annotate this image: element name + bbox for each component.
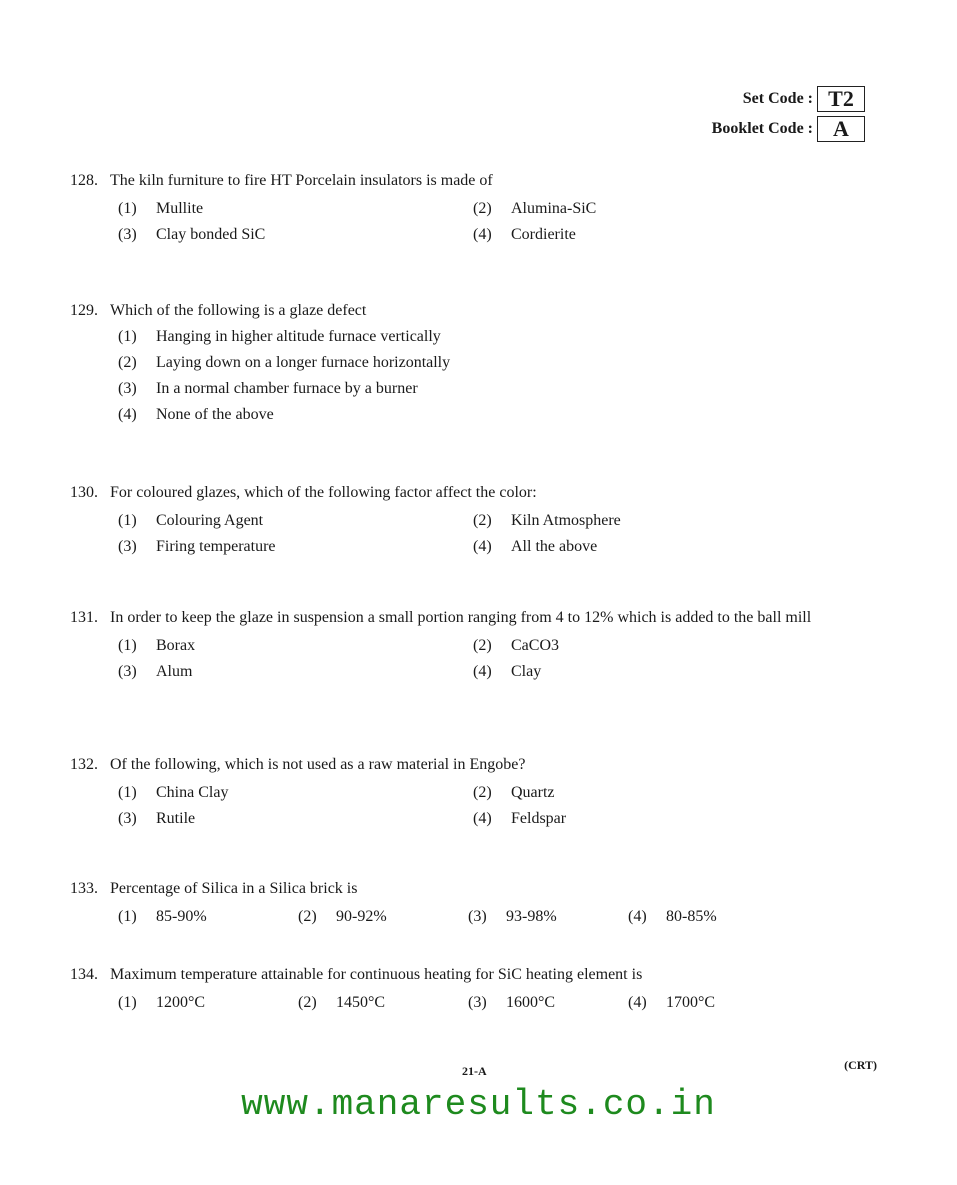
option-text: China Clay	[156, 784, 229, 801]
option	[118, 226, 473, 244]
option	[118, 994, 298, 1012]
option-number: (3)	[118, 226, 137, 243]
option-text: Quartz	[511, 784, 555, 801]
option-number: (3)	[118, 810, 137, 827]
option-number: (3)	[118, 538, 137, 555]
option-text: 93-98%	[506, 908, 557, 925]
option-number: (2)	[473, 784, 492, 801]
option-number: (4)	[628, 908, 647, 925]
page-number: 21-A	[462, 1064, 487, 1078]
option-number: (2)	[473, 512, 492, 529]
watermark-url: www.manaresults.co.in	[241, 1084, 716, 1125]
option-text: Laying down on a longer furnace horizontally	[156, 354, 451, 371]
option-number: (2)	[298, 994, 317, 1011]
option	[118, 406, 890, 424]
option-text: Hanging in higher altitude furnace vertically	[156, 328, 441, 345]
footer-code: (CRT)	[844, 1058, 877, 1072]
option	[118, 200, 473, 218]
question-text: Percentage of Silica in a Silica brick is	[110, 880, 358, 897]
option-number: (2)	[298, 908, 317, 925]
option-text: 1450°C	[336, 994, 386, 1011]
option-number: (2)	[473, 637, 492, 654]
option-number: (3)	[468, 994, 487, 1011]
option	[118, 380, 890, 398]
option-text: 1700°C	[666, 994, 716, 1011]
booklet-code-box: A	[817, 116, 865, 142]
option-text: 90-92%	[336, 908, 387, 925]
option	[473, 200, 873, 218]
option-text: Cordierite	[511, 226, 576, 243]
option-number: (3)	[118, 663, 137, 680]
set-code-box: T2	[817, 86, 865, 112]
option-text: Rutile	[156, 810, 196, 827]
option-number: (1)	[118, 784, 137, 801]
option	[298, 994, 468, 1012]
option-text: All the above	[511, 538, 598, 555]
option	[118, 810, 473, 828]
option-number: (2)	[118, 354, 137, 371]
option-text: Clay	[511, 663, 542, 680]
option-text: 80-85%	[666, 908, 717, 925]
question-132	[70, 756, 890, 828]
option	[118, 637, 473, 655]
option-number: (4)	[473, 538, 492, 555]
option-text: Alum	[156, 663, 193, 680]
option	[118, 663, 473, 681]
option	[468, 908, 628, 926]
option-number: (1)	[118, 908, 137, 925]
option-number: (4)	[473, 810, 492, 827]
code-block	[712, 84, 865, 144]
option-text: CaCO3	[511, 637, 559, 654]
option	[118, 354, 890, 372]
question-134	[70, 966, 890, 1012]
question-number: 133.	[70, 880, 98, 897]
option-text: 1200°C	[156, 994, 206, 1011]
option	[118, 538, 473, 556]
question-text: For coloured glazes, which of the following factor affect the color:	[110, 484, 537, 501]
option-number: (1)	[118, 512, 137, 529]
option-number: (4)	[473, 663, 492, 680]
option-text: Clay bonded SiC	[156, 226, 266, 243]
question-text: In order to keep the glaze in suspension a small portion ranging from 4 to 12% which is added to the ball mill	[110, 609, 812, 626]
option-text: Kiln Atmosphere	[511, 512, 621, 529]
question-130	[70, 484, 890, 556]
question-128	[70, 172, 890, 244]
option-number: (4)	[473, 226, 492, 243]
option	[628, 908, 788, 926]
question-text: Of the following, which is not used as a raw material in Engobe?	[110, 756, 526, 773]
option	[473, 512, 873, 530]
option-number: (3)	[118, 380, 137, 397]
option-text: Colouring Agent	[156, 512, 264, 529]
question-131	[70, 609, 890, 681]
option	[473, 810, 873, 828]
option-text: Feldspar	[511, 810, 567, 827]
option	[473, 663, 873, 681]
question-number: 134.	[70, 966, 98, 983]
option	[468, 994, 628, 1012]
question-number: 130.	[70, 484, 98, 501]
option	[298, 908, 468, 926]
option	[118, 512, 473, 530]
option-number: (1)	[118, 637, 137, 654]
set-code-label: Set Code :	[742, 90, 813, 107]
option-number: (1)	[118, 994, 137, 1011]
option	[118, 784, 473, 802]
question-text: Which of the following is a glaze defect	[110, 302, 367, 319]
question-129	[70, 302, 890, 432]
option-number: (1)	[118, 328, 137, 345]
option	[473, 784, 873, 802]
booklet-code-label: Booklet Code :	[711, 120, 813, 137]
option	[473, 637, 873, 655]
question-number: 132.	[70, 756, 98, 773]
option	[473, 226, 873, 244]
question-text: Maximum temperature attainable for continuous heating for SiC heating element is	[110, 966, 643, 983]
option	[628, 994, 788, 1012]
set-code-row	[712, 84, 865, 114]
option-text: None of the above	[156, 406, 274, 423]
booklet-code-row	[712, 114, 865, 144]
question-number: 131.	[70, 609, 98, 626]
option-text: 85-90%	[156, 908, 207, 925]
option-number: (1)	[118, 200, 137, 217]
option	[118, 908, 298, 926]
option-text: Alumina-SiC	[511, 200, 597, 217]
option-number: (2)	[473, 200, 492, 217]
option-number: (3)	[468, 908, 487, 925]
question-number: 128.	[70, 172, 98, 189]
option	[473, 538, 873, 556]
option-text: In a normal chamber furnace by a burner	[156, 380, 418, 397]
option-text: Mullite	[156, 200, 204, 217]
question-text: The kiln furniture to fire HT Porcelain insulators is made of	[110, 172, 493, 189]
option-number: (4)	[118, 406, 137, 423]
option	[118, 328, 890, 346]
question-133	[70, 880, 890, 926]
option-text: 1600°C	[506, 994, 556, 1011]
option-text: Borax	[156, 637, 196, 654]
question-number: 129.	[70, 302, 98, 319]
option-number: (4)	[628, 994, 647, 1011]
option-text: Firing temperature	[156, 538, 276, 555]
